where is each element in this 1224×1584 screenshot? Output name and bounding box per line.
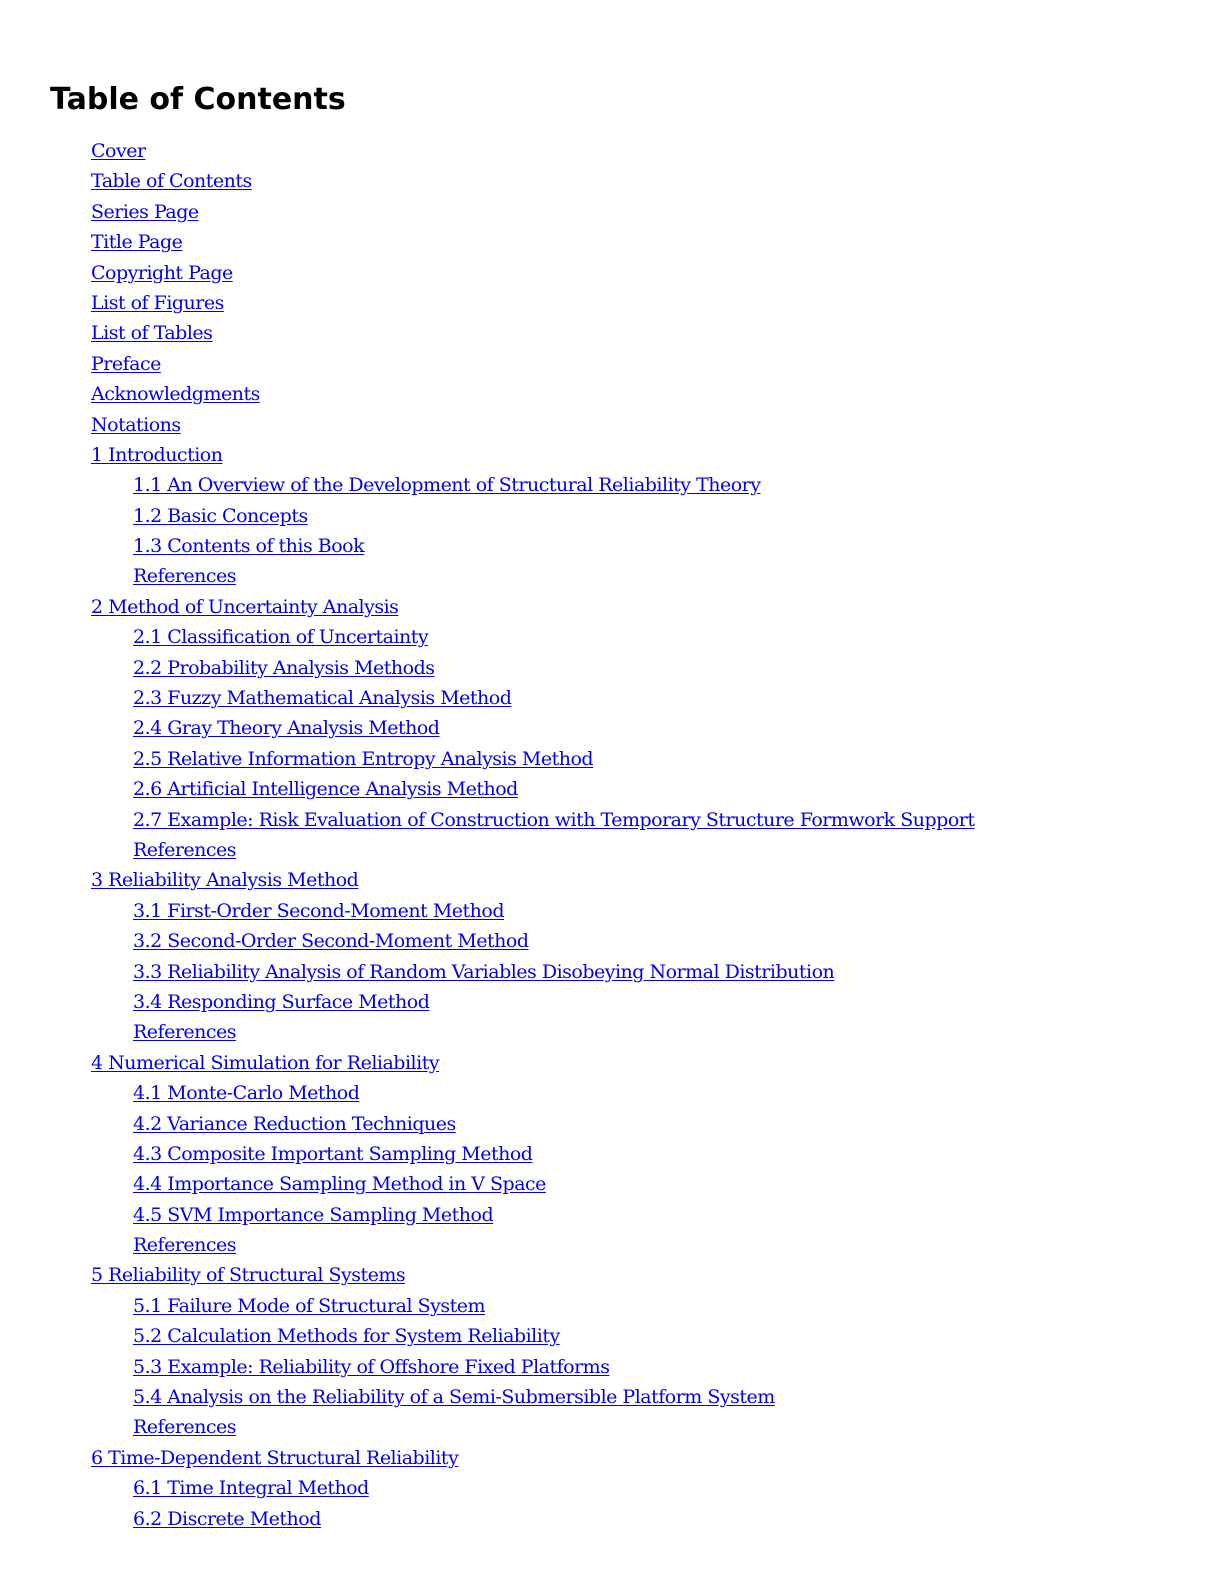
toc-entry <box>0 987 974 1017</box>
toc-link[interactable]: 4.3 Composite Important Sampling Method <box>133 1142 533 1165</box>
toc-entry <box>0 622 974 652</box>
toc-entry <box>0 1109 974 1139</box>
toc-link[interactable]: 4.2 Variance Reduction Techniques <box>133 1112 456 1135</box>
toc-entry <box>0 561 974 591</box>
toc-link[interactable]: List of Figures <box>91 291 224 314</box>
toc-link[interactable]: References <box>133 1234 237 1257</box>
toc-link[interactable]: 3.4 Responding Surface Method <box>133 990 430 1013</box>
toc-entry <box>0 470 974 500</box>
toc-link[interactable]: 6.1 Time Integral Method <box>133 1477 369 1500</box>
toc-link[interactable]: 3 Reliability Analysis Method <box>91 869 359 892</box>
toc-link[interactable]: 4.5 SVM Importance Sampling Method <box>133 1203 494 1226</box>
toc-link[interactable]: 1.1 An Overview of the Development of Structural Reliability Theory <box>133 474 761 497</box>
toc-entry <box>0 744 974 774</box>
toc-entry <box>0 896 974 926</box>
toc-link[interactable]: 5 Reliability of Structural Systems <box>91 1264 406 1287</box>
toc-entry <box>0 957 974 987</box>
toc-link[interactable]: 2.7 Example: Risk Evaluation of Construction with Temporary Structure Formwork Support <box>133 808 975 831</box>
toc-link[interactable]: 2.4 Gray Theory Analysis Method <box>133 717 440 740</box>
toc-entry <box>0 1078 974 1108</box>
toc-link[interactable]: Cover <box>91 140 146 162</box>
toc-link[interactable]: 6.2 Discrete Method <box>133 1507 321 1530</box>
toc-entry <box>0 166 974 196</box>
toc-entry <box>0 440 974 470</box>
toc-link[interactable]: 4.4 Importance Sampling Method in V Space <box>133 1173 546 1196</box>
toc-list <box>0 136 974 1534</box>
toc-entry <box>0 1412 974 1442</box>
toc-entry <box>0 288 974 318</box>
toc-entry <box>0 318 974 348</box>
toc-entry <box>0 349 974 379</box>
toc-link[interactable]: Notations <box>91 413 181 436</box>
toc-link[interactable]: References <box>133 565 237 588</box>
toc-link[interactable]: 6 Time-Dependent Structural Reliability <box>91 1446 459 1469</box>
toc-entry <box>0 683 974 713</box>
toc-link[interactable]: 1.3 Contents of this Book <box>133 535 365 558</box>
toc-link[interactable]: 5.1 Failure Mode of Structural System <box>133 1294 485 1317</box>
toc-entry <box>0 713 974 743</box>
toc-link[interactable]: 2 Method of Uncertainty Analysis <box>91 595 399 618</box>
toc-link[interactable]: 5.4 Analysis on the Reliability of a Semi-Submersible Platform System <box>133 1386 775 1409</box>
toc-entry <box>0 1382 974 1412</box>
toc-entry <box>0 1352 974 1382</box>
toc-entry <box>0 1230 974 1260</box>
toc-link[interactable]: 1 Introduction <box>91 443 223 466</box>
toc-entry <box>0 835 974 865</box>
toc-link[interactable]: 3.2 Second-Order Second-Moment Method <box>133 930 529 953</box>
toc-entry <box>0 1504 974 1534</box>
toc-entry <box>0 1473 974 1503</box>
toc-link[interactable]: References <box>133 1416 237 1439</box>
toc-entry <box>0 258 974 288</box>
toc-link[interactable]: Title Page <box>91 231 183 254</box>
toc-entry <box>0 531 974 561</box>
toc-link[interactable]: Copyright Page <box>91 261 233 284</box>
toc-entry <box>0 197 974 227</box>
toc-link[interactable]: 2.1 Classification of Uncertainty <box>133 626 429 649</box>
toc-link[interactable]: 4.1 Monte-Carlo Method <box>133 1082 360 1105</box>
toc-link[interactable]: Table of Contents <box>91 170 252 193</box>
toc-entry <box>0 227 974 257</box>
toc-entry <box>0 592 974 622</box>
toc-link[interactable]: 2.5 Relative Information Entropy Analysis Method <box>133 747 594 770</box>
toc-link[interactable]: 1.2 Basic Concepts <box>133 504 308 527</box>
toc-entry <box>0 379 974 409</box>
toc-link[interactable]: References <box>133 838 237 861</box>
toc-entry <box>0 1260 974 1290</box>
toc-link[interactable]: 2.2 Probability Analysis Methods <box>133 656 435 679</box>
toc-entry <box>0 1443 974 1473</box>
toc-entry <box>0 136 974 166</box>
toc-entry <box>0 805 974 835</box>
toc-entry <box>0 1017 974 1047</box>
toc-entry <box>0 653 974 683</box>
toc-entry <box>0 501 974 531</box>
toc-link[interactable]: 2.3 Fuzzy Mathematical Analysis Method <box>133 687 512 710</box>
toc-entry <box>0 865 974 895</box>
toc-link[interactable]: 3.3 Reliability Analysis of Random Variables Disobeying Normal Distribution <box>133 960 835 983</box>
toc-entry <box>0 1321 974 1351</box>
toc-entry <box>0 1169 974 1199</box>
toc-entry <box>0 410 974 440</box>
toc-link[interactable]: 4 Numerical Simulation for Reliability <box>91 1051 440 1074</box>
toc-entry <box>0 926 974 956</box>
toc-link[interactable]: Acknowledgments <box>91 383 260 406</box>
toc-link[interactable]: References <box>133 1021 237 1044</box>
toc-link[interactable]: List of Tables <box>91 322 213 345</box>
toc-link[interactable]: 5.2 Calculation Methods for System Reliability <box>133 1325 560 1348</box>
toc-entry <box>0 1139 974 1169</box>
toc-entry <box>0 774 974 804</box>
toc-link[interactable]: 3.1 First-Order Second-Moment Method <box>133 899 504 922</box>
toc-entry <box>0 1048 974 1078</box>
toc-entry <box>0 1200 974 1230</box>
toc-link[interactable]: Series Page <box>91 200 199 223</box>
toc-link[interactable]: 2.6 Artificial Intelligence Analysis Method <box>133 778 518 801</box>
toc-link[interactable]: Preface <box>91 352 161 375</box>
page-title: Table of Contents <box>50 82 346 117</box>
toc-entry <box>0 1291 974 1321</box>
toc-link[interactable]: 5.3 Example: Reliability of Offshore Fixed Platforms <box>133 1355 610 1378</box>
